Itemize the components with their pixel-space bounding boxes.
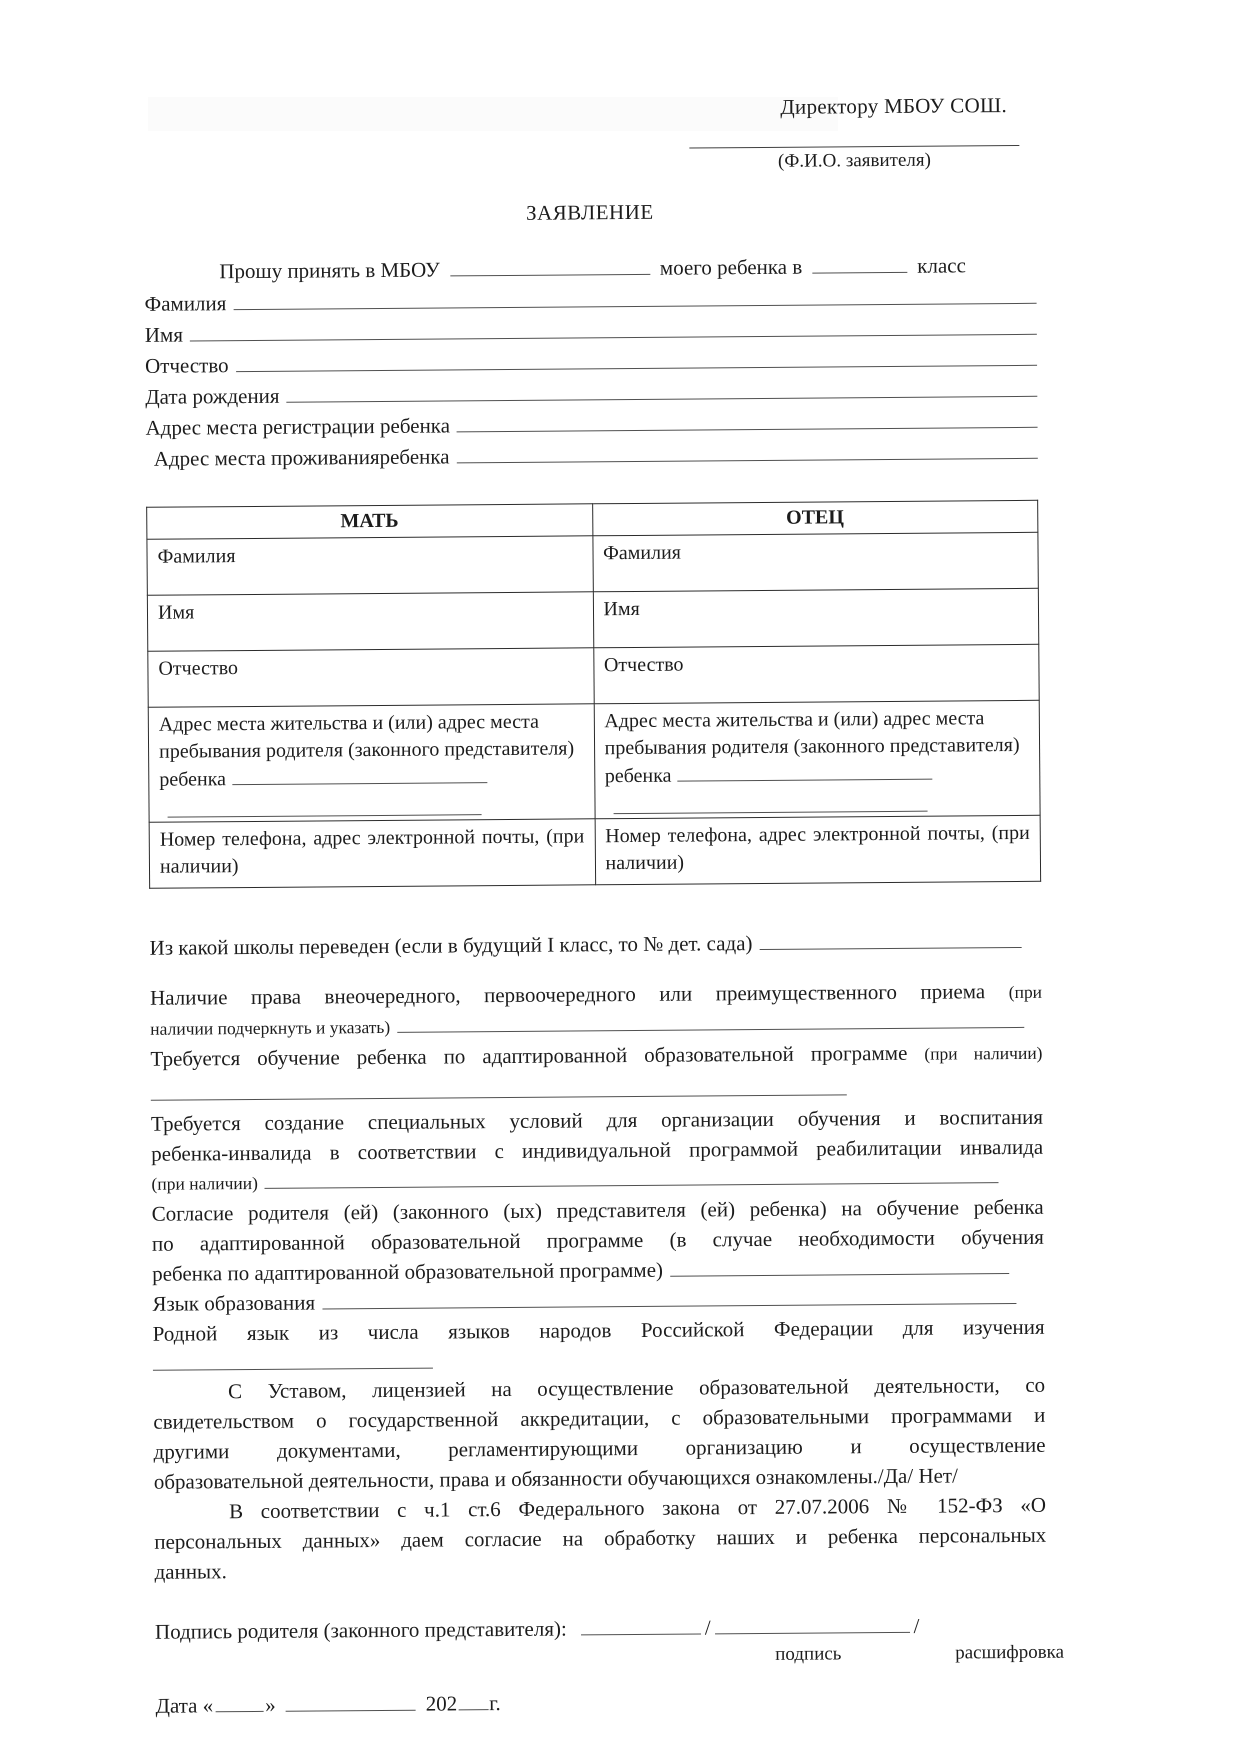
mother-surname-cell: Фамилия <box>147 536 593 595</box>
adapted-program-note: (при наличии) <box>924 1042 1043 1064</box>
parents-table <box>146 500 1041 889</box>
mother-address-label: Адрес места жительства и (или) адрес места пребывания родителя (законного представителя) ребенка <box>158 710 575 791</box>
parents-surname-row <box>147 532 1038 595</box>
father-address-label: Адрес места жительства и (или) адрес места пребывания родителя (законного представителя) ребенка <box>604 707 1020 788</box>
document-content <box>143 84 1065 1721</box>
personal-data-line-3: данных. <box>154 1559 227 1584</box>
date-year-prefix: 202 <box>425 1691 458 1716</box>
priority-right-blank <box>397 1008 1024 1033</box>
mother-patronymic-cell: Отчество <box>148 648 594 707</box>
father-patronymic-cell: Отчество <box>593 644 1039 703</box>
familiarized-line-1: С Уставом, лицензией на осуществление образовательной деятельности, со <box>228 1372 1046 1404</box>
mother-address-blank <box>232 763 487 785</box>
name-label: Имя <box>144 322 184 347</box>
registration-address-blank <box>457 408 1038 432</box>
familiarized-line-4: образовательной деятельности, права и обязанности обучающихся ознакомлены./Да/ Нет/ <box>153 1463 958 1494</box>
date-month-blank <box>286 1690 416 1712</box>
request-line <box>144 250 1036 287</box>
father-address-blank <box>677 760 932 782</box>
personal-data-line-1: В соответствии с ч.1 ст.6 Федерального закона от 27.07.2006 № 152-ФЗ «О <box>228 1492 1047 1524</box>
priority-right-note-2: наличии подчеркнуть и указать) <box>150 1016 391 1039</box>
date-open-quote: « <box>202 1693 214 1718</box>
mother-phone-cell: Номер телефона, адрес электронной почты, (при наличии) <box>149 819 595 888</box>
personal-data-line-2: персональных данных» даем согласие на обработку наших и ребенка персональных <box>154 1522 1047 1554</box>
request-text-3: класс <box>917 253 966 278</box>
consent-line-1: Согласие родителя (ей) (законного (ых) представителя (ей) ребенка) на обучение ребенка <box>151 1194 1044 1226</box>
name-blank <box>190 315 1037 342</box>
familiarized-line-2: свидетельством о государственной аккредитации, с образовательными программами и <box>153 1402 1046 1434</box>
priority-right-block <box>150 976 1047 1587</box>
decode-caption: расшифровка <box>955 1641 1065 1664</box>
priority-right-text: Наличие права внеочередного, первоочередного или преимущественного приема <box>149 979 986 1010</box>
request-text-2: моего ребенка в <box>659 254 803 280</box>
parents-address-row <box>148 700 1040 822</box>
native-language-blank <box>153 1348 433 1371</box>
field-line-living-address <box>146 437 1038 475</box>
signature-decode-blank <box>715 1612 910 1635</box>
special-conditions-blank <box>265 1163 999 1189</box>
native-language-line: Родной язык из числа языков народов Российской Федерации для изучения <box>152 1314 1045 1346</box>
date-year-blank <box>458 1689 488 1710</box>
patronymic-blank <box>235 346 1037 372</box>
school-from-label: Из какой школы переведен (если в будущий I класс, то № дет. сада) <box>149 931 753 960</box>
special-conditions-note: (при наличии) <box>151 1172 258 1194</box>
father-surname-cell: Фамилия <box>592 532 1038 591</box>
special-conditions-line-1: Требуется создание специальных условий для организации обучения и воспитания <box>150 1104 1044 1136</box>
school-from-blank <box>759 928 1021 950</box>
signature-slash-2: / <box>913 1613 920 1638</box>
birth-date-label: Дата рождения <box>145 383 280 409</box>
education-language-blank <box>322 1284 1016 1309</box>
adapted-program-line <box>150 1037 1042 1075</box>
adapted-program-blank <box>151 1074 847 1100</box>
father-header: ОТЕЦ <box>592 500 1038 535</box>
special-conditions-line-2: ребенка-инвалида в соответствии с индивидуальной программой реабилитации инвалида <box>151 1134 1044 1166</box>
signature-blank <box>581 1613 701 1635</box>
father-name-cell: Имя <box>593 588 1039 647</box>
surname-label: Фамилия <box>144 291 227 316</box>
date-year-suffix: г. <box>489 1691 501 1716</box>
child-fields <box>144 282 1037 475</box>
priority-right-note-1: (при <box>1008 981 1043 1003</box>
date-line <box>155 1684 1047 1721</box>
signature-slash-1: / <box>704 1615 711 1640</box>
signature-captions <box>155 1640 1065 1673</box>
mother-name-cell: Имя <box>147 592 593 651</box>
surname-blank <box>233 284 1036 310</box>
consent-line-3-text: ребенка по адаптированной образовательной программе) <box>152 1257 664 1286</box>
mother-address-cell <box>148 704 594 822</box>
applicant-fio-caption: (Ф.И.О. заявителя) <box>777 149 931 172</box>
mother-header: МАТЬ <box>147 504 593 539</box>
consent-line-2: по адаптированной образовательной программе (в случае необходимости обучения <box>151 1224 1045 1256</box>
father-address-blank-2 <box>613 810 927 814</box>
request-text-1: Прошу принять в МБОУ <box>219 257 440 284</box>
education-language-label: Язык образования <box>152 1290 316 1316</box>
living-address-blank <box>456 439 1037 464</box>
mother-address-blank-2 <box>168 813 482 817</box>
living-address-label: Адрес места проживанияребенка <box>153 444 450 471</box>
signature-caption: подпись <box>775 1643 842 1665</box>
registration-address-label: Адрес места регистрации ребенка <box>145 413 451 440</box>
date-day-blank <box>215 1691 263 1712</box>
applicant-fio-block <box>689 144 1019 175</box>
signature-label: Подпись родителя (законного представителя): <box>154 1616 567 1644</box>
school-from-line <box>150 926 1042 963</box>
document-title: ЗАЯВЛЕНИЕ <box>525 199 654 225</box>
parents-phone-row <box>149 815 1040 888</box>
addressee-line: Директору МБОУ СОШ. <box>780 93 1008 119</box>
adapted-program-text: Требуется обучение ребенка по адаптированной образовательной программе <box>150 1040 908 1071</box>
consent-blank <box>670 1254 1009 1277</box>
parents-name-row <box>147 588 1038 651</box>
birth-date-blank <box>286 377 1037 403</box>
date-close-quote: » <box>265 1692 276 1717</box>
parents-patronymic-row <box>148 644 1039 707</box>
patronymic-label: Отчество <box>144 353 229 378</box>
father-phone-cell: Номер телефона, адрес электронной почты, (при наличии) <box>595 815 1041 884</box>
familiarized-line-3: другими документами, регламентирующими организацию и осуществление <box>153 1432 1046 1464</box>
school-name-blank <box>450 254 650 277</box>
date-label: Дата <box>155 1693 198 1718</box>
father-address-cell <box>594 700 1040 818</box>
class-number-blank <box>812 252 907 274</box>
